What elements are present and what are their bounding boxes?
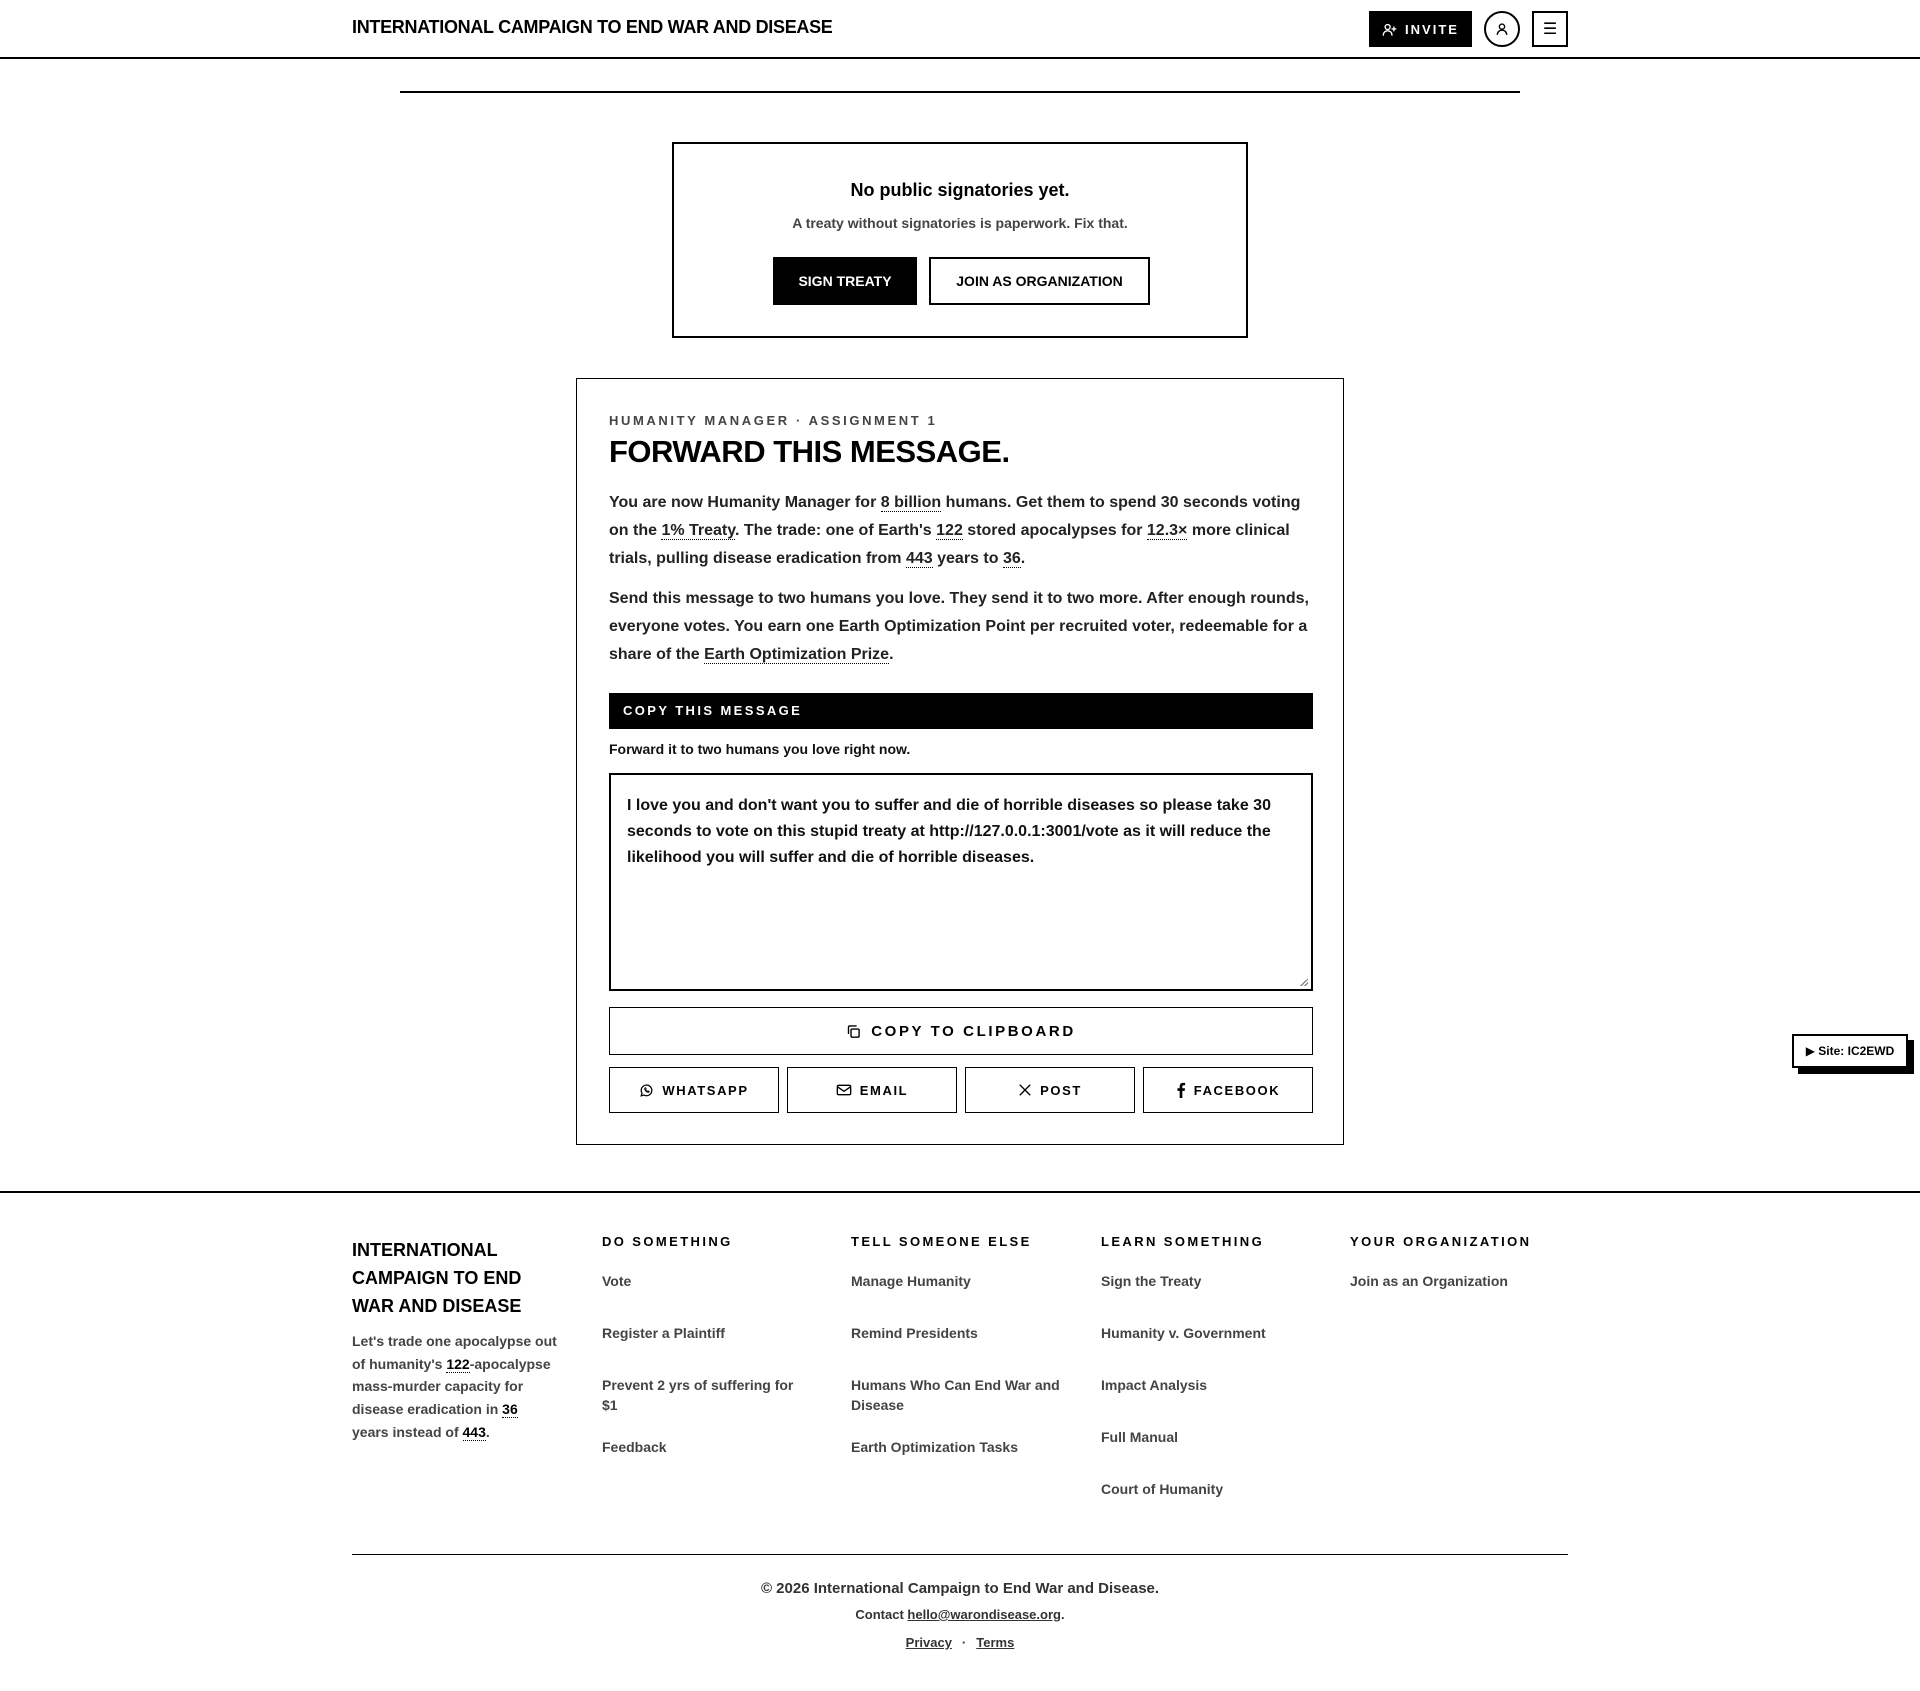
email-label: EMAIL: [859, 1082, 909, 1098]
site-header: [0, 0, 1920, 59]
text: humans. Get them to spend 30 seconds voting on the: [609, 494, 1301, 539]
treaty-link[interactable]: 1% Treaty: [661, 522, 735, 539]
copy-icon: [846, 1024, 861, 1039]
facebook-icon: [1176, 1082, 1186, 1098]
column-heading: TELL SOMEONE ELSE: [851, 1234, 1032, 1249]
card-title: FORWARD THIS MESSAGE.: [609, 434, 1010, 469]
number[interactable]: 122: [446, 1355, 470, 1372]
text: more clinical trials, pulling disease eradication from: [609, 522, 1290, 567]
x-icon: [1018, 1083, 1032, 1097]
footer-link-vote[interactable]: Vote: [602, 1273, 632, 1289]
whatsapp-label: WHATSAPP: [662, 1082, 749, 1098]
column-heading: YOUR ORGANIZATION: [1350, 1234, 1532, 1249]
footer-link-humans-who-can[interactable]: Humans Who Can End War and Disease: [851, 1377, 1060, 1413]
whatsapp-icon: [639, 1083, 654, 1098]
signatories-title: No public signatories yet.: [850, 180, 1070, 200]
signatories-panel: [672, 142, 1248, 338]
footer-divider: [0, 1191, 1920, 1193]
assignment-eyebrow: HUMANITY MANAGER · ASSIGNMENT 1: [609, 413, 938, 428]
column-heading: DO SOMETHING: [602, 1234, 733, 1249]
footer-column-tell-someone: [851, 1234, 1061, 1489]
text: . The trade: one of Earth's: [734, 522, 937, 539]
number[interactable]: 443: [462, 1423, 486, 1440]
user-plus-icon: [1382, 22, 1397, 37]
text: .: [889, 646, 894, 663]
post-label: POST: [1040, 1082, 1082, 1098]
footer-column-learn-something: [1101, 1234, 1311, 1531]
signatories-subtitle: A treaty without signatories is paperwork. Fix that.: [792, 215, 1128, 231]
footer-column-do-something: [602, 1234, 812, 1489]
join-organization-button[interactable]: JOIN AS ORGANIZATION: [929, 257, 1150, 305]
text: .: [485, 1423, 490, 1440]
account-button[interactable]: [1484, 11, 1520, 47]
years-to-link[interactable]: 36: [1002, 550, 1021, 567]
separator: ·: [961, 1635, 967, 1650]
divider: [400, 91, 1520, 93]
instructions-paragraph: [609, 585, 1309, 669]
years-from-link[interactable]: 443: [905, 550, 933, 567]
text: stored apocalypses for: [962, 522, 1147, 539]
footer-link-full-manual[interactable]: Full Manual: [1101, 1429, 1178, 1445]
footer-link-humanity-v-government[interactable]: Humanity v. Government: [1101, 1325, 1266, 1341]
footer-link-optimization-tasks[interactable]: Earth Optimization Tasks: [851, 1439, 1018, 1455]
resize-handle[interactable]: [1300, 978, 1308, 986]
footer-link-join-organization[interactable]: Join as an Organization: [1350, 1273, 1508, 1289]
facebook-button[interactable]: [1143, 1067, 1313, 1113]
sign-treaty-button[interactable]: SIGN TREATY: [773, 257, 917, 305]
footer-link-impact-analysis[interactable]: Impact Analysis: [1101, 1377, 1208, 1393]
forward-note: Forward it to two humans you love right now.: [609, 741, 911, 757]
text: Let's trade one apocalypse out of humanity's: [352, 1333, 557, 1372]
brand-title[interactable]: INTERNATIONAL CAMPAIGN TO END WAR AND DISEASE: [352, 17, 833, 37]
contact-line: [0, 1607, 1920, 1622]
footer-link-register-plaintiff[interactable]: Register a Plaintiff: [602, 1325, 725, 1341]
text: Contact: [855, 1607, 908, 1622]
footer-bottom-divider: [352, 1554, 1568, 1555]
menu-button[interactable]: [1532, 11, 1568, 47]
footer-tagline: [352, 1330, 557, 1444]
post-button[interactable]: [965, 1067, 1135, 1113]
clipboard-label: COPY TO CLIPBOARD: [871, 1022, 1076, 1040]
footer-link-prevent-suffering[interactable]: Prevent 2 yrs of suffering for $1: [602, 1377, 794, 1413]
prize-link[interactable]: Earth Optimization Prize: [704, 646, 890, 663]
footer-link-feedback[interactable]: Feedback: [602, 1439, 667, 1455]
hamburger-icon: ☰: [1542, 21, 1558, 38]
site-badge[interactable]: ▶ Site: IC2EWD: [1792, 1034, 1908, 1068]
email-button[interactable]: [787, 1067, 957, 1113]
legal-links: [0, 1635, 1920, 1650]
text: Send this message to two humans you love. They send it to two more. After enough rounds, everyone votes. You earn one Earth Optimization Point per recruited voter, redeemable for a share of the: [609, 590, 1309, 663]
copy-to-clipboard-button[interactable]: [609, 1007, 1313, 1055]
facebook-label: FACEBOOK: [1193, 1082, 1281, 1098]
text: -apocalypse mass-murder capacity for disease eradication in: [352, 1355, 551, 1418]
message-textarea[interactable]: [609, 773, 1313, 991]
text: years instead of: [352, 1423, 463, 1440]
terms-link[interactable]: Terms: [976, 1635, 1015, 1650]
footer-link-sign-treaty[interactable]: Sign the Treaty: [1101, 1273, 1202, 1289]
billion-link[interactable]: 8 billion: [880, 494, 942, 511]
footer-link-remind-presidents[interactable]: Remind Presidents: [851, 1325, 978, 1341]
text: .: [1020, 550, 1026, 567]
text: You are now Humanity Manager for: [609, 494, 881, 511]
forward-message-card: [576, 378, 1344, 1145]
copyright: © 2026 International Campaign to End War and Disease.: [760, 1580, 1160, 1597]
contact-email-link[interactable]: hello@warondisease.org: [907, 1607, 1061, 1622]
privacy-link[interactable]: Privacy: [905, 1635, 952, 1650]
column-heading: LEARN SOMETHING: [1101, 1234, 1265, 1249]
footer-brand: INTERNATIONAL CAMPAIGN TO END WAR AND DISEASE: [352, 1240, 522, 1316]
multiplier-link[interactable]: 12.3×: [1146, 522, 1188, 539]
footer-link-court-of-humanity[interactable]: Court of Humanity: [1101, 1481, 1224, 1497]
invite-button[interactable]: [1369, 11, 1472, 47]
copy-message-header: COPY THIS MESSAGE: [609, 693, 1313, 729]
text: .: [1060, 1607, 1065, 1622]
message-text: I love you and don't want you to suffer and die of horrible diseases so please take 30 seconds to vote on this stupid treaty at http://127.0.0.1:3001/vote as it will reduce the likelihood you will suffer and die of horrible diseases.: [627, 797, 1271, 866]
invite-label: INVITE: [1405, 21, 1459, 37]
whatsapp-button[interactable]: [609, 1067, 779, 1113]
text: years to: [932, 550, 1003, 567]
apocalypses-link[interactable]: 122: [936, 522, 963, 539]
user-icon: [1495, 22, 1509, 36]
footer-link-manage-humanity[interactable]: Manage Humanity: [851, 1273, 971, 1289]
share-buttons: [609, 1067, 1313, 1113]
mail-icon: [836, 1083, 852, 1097]
intro-paragraph: [609, 489, 1309, 573]
number[interactable]: 36: [502, 1401, 518, 1418]
footer-column-your-organization: [1350, 1234, 1560, 1323]
